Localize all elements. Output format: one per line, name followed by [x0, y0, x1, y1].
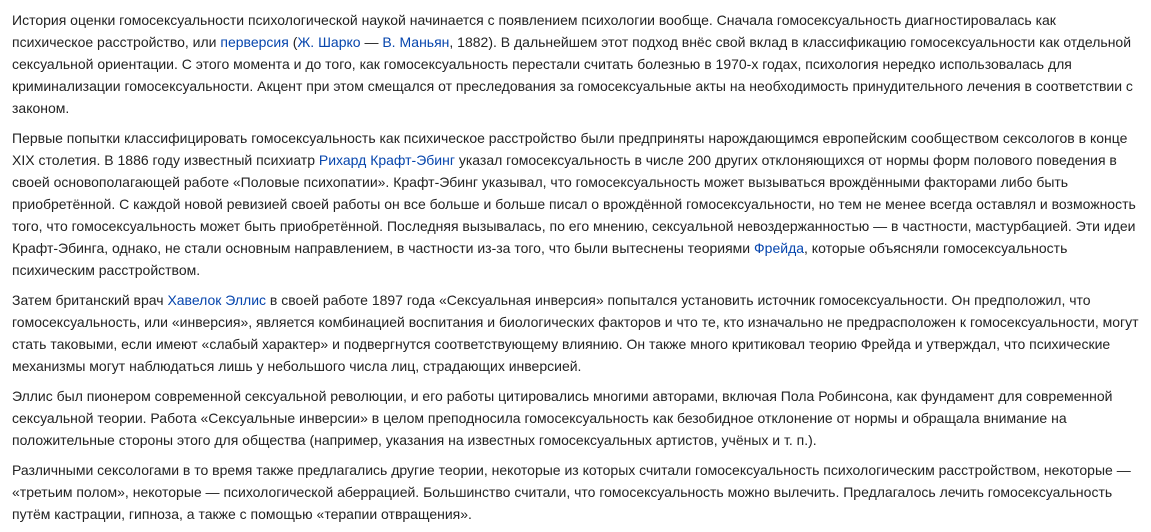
link-krafft-ebing[interactable]: Рихард Крафт-Эбинг — [318, 152, 455, 168]
link-charcot[interactable]: Ж. Шарко — [297, 34, 361, 50]
paragraph-text: Затем британский врач — [12, 292, 168, 308]
paragraph-text: , 1882). В дальнейшем этот подход внёс свой вклад в классификацию гомосексуальности как отдельной сексуальной ориентации. С этого момента и до того, как гомосексуальность перестали считать болезнью в 1970-х годах, психология нередко использовалась для криминализации гомосексуальности. Акцент при этом смещался от преследования за гомосексуальные акты на необходимость принудительного лечения в соответствии с законом. — [12, 34, 1133, 116]
paragraph-text: в своей работе 1897 года «Сексуальная инверсия» попытался установить источник гомосексуальности. Он предположил, что гомосексуальность, или «инверсия», является комбинацией воспитания и биологических факторов и что те, кто изначально не предрасположен к гомосексуальности, могут стать таковыми, если имеют «слабый характер» и подвергнутся соответствующему влиянию. Он также много критиковал теорию Фрейда и утверждал, что психические механизмы могут наблюдаться лишь у небольшого числа лиц, страдающих инверсией. — [12, 292, 1139, 374]
paragraph-ellis — [12, 289, 1139, 377]
paragraph-krafft-ebing — [12, 127, 1139, 281]
paragraph-other-theories — [12, 459, 1139, 525]
link-perversion[interactable]: перверсия — [220, 34, 289, 50]
paragraph-text: ( — [288, 34, 298, 50]
link-havelock-ellis[interactable]: Хавелок Эллис — [167, 292, 267, 308]
paragraph-text: Эллис был пионером современной сексуальной революции, и его работы цитировались многими авторами, включая Пола Робинсона, как фундамент для современной сексуальной теории. Работа «Сексуальные инверсии» в целом преподносила гомосексуальность как безобидное отклонение от нормы и обращала внимание на положительные стороны этого для общества (например, указания на известных гомосексуальных артистов, учёных и т. п.). — [12, 388, 1113, 448]
paragraph-text: Различными сексологами в то время также предлагались другие теории, некоторые из которых считали гомосексуальность психологическим расстройством, некоторые — «третьим полом», некоторые — психологической аберрацией. Большинство считали, что гомосексуальность можно вылечить. Предлагалось лечить гомосексуальность путём кастрации, гипноза, а также с помощью «терапии отвращения». — [12, 462, 1131, 522]
paragraph-text: Первые попытки классифицировать гомосексуальность как психическое расстройство были предприняты нарождающимся европейским сообществом сексологов в конце XIX столетия. В 1886 году известный психиатр — [12, 130, 1128, 168]
paragraph-text: — — [360, 34, 383, 50]
paragraph-text: указал гомосексуальность в числе 200 других отклоняющихся от нормы форм полового поведения в своей основополагающей работе «Половые психопатии». Крафт-Эбинг указывал, что гомосексуальность может вызываться врождёнными факторами либо быть приобретённой. С каждой новой ревизией своей работы он все больше и больше писал о врождённой гомосексуальности, но тем не менее всегда оставлял и возможность того, что гомосексуальность может быть приобретённой. Последняя вызывалась, по его мнению, сексуальной невоздержанностью — в частности, мастурбацией. Эти идеи Крафт-Эбинга, однако, не стали основным направлением, в частности из-за того, что были вытеснены теориями — [12, 152, 1136, 256]
paragraph-history-intro — [12, 9, 1139, 119]
link-freud[interactable]: Фрейда — [754, 240, 805, 256]
paragraph-ellis-pioneer — [12, 385, 1139, 451]
paragraph-text: , которые объясняли гомосексуальность психическим расстройством. — [12, 240, 1068, 278]
paragraph-text: История оценки гомосексуальности психологической наукой начинается с появлением психологии вообще. Сначала гомосексуальность диагностировалась как психическое расстройство, или — [12, 12, 1056, 50]
link-magnan[interactable]: В. Маньян — [382, 34, 450, 50]
